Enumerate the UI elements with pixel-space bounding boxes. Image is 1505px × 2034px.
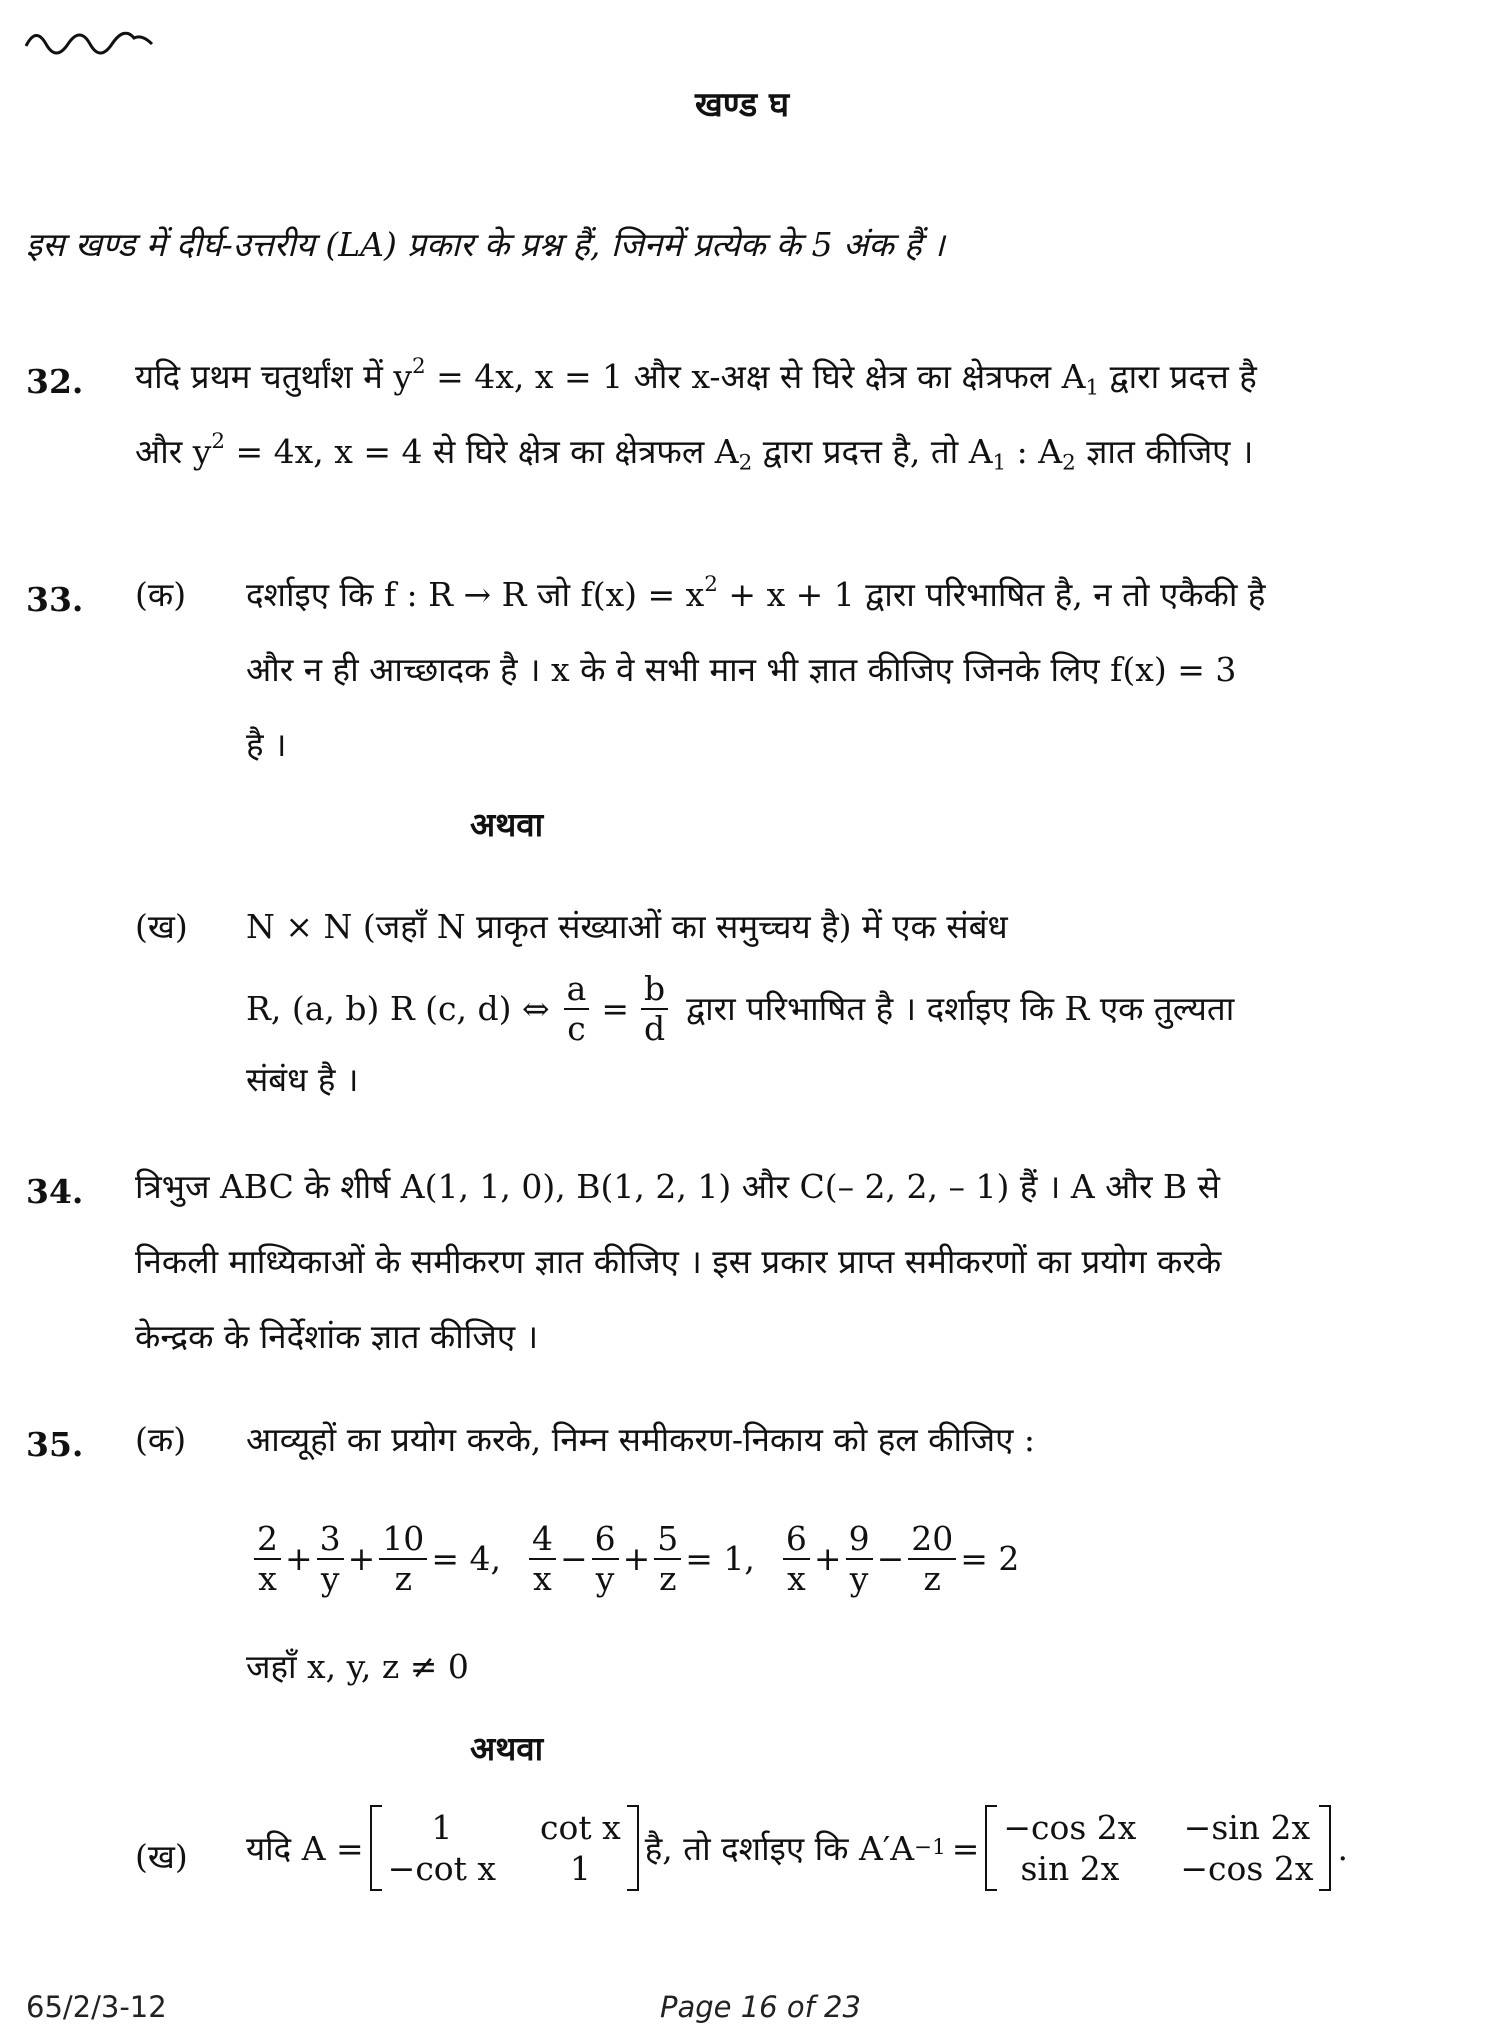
bracket-right bbox=[1319, 1805, 1331, 1891]
q32-text: और y bbox=[135, 432, 212, 471]
q35-part-b-label: (ख) bbox=[135, 1837, 188, 1876]
fraction bbox=[379, 1520, 427, 1598]
bracket-left bbox=[985, 1805, 997, 1891]
fraction bbox=[529, 1520, 556, 1598]
q33-or-label: अथवा bbox=[470, 805, 544, 844]
q32-line-1 bbox=[135, 354, 1257, 401]
fraction bbox=[254, 1520, 281, 1598]
q33-part-a-line-3: है । bbox=[246, 725, 287, 764]
q33-part-b-line-3: संबंध है । bbox=[246, 1060, 359, 1099]
matrix-cell: sin 2x bbox=[1020, 1849, 1120, 1888]
q33-part-a-label: (क) bbox=[135, 575, 187, 614]
q32-sub: 2 bbox=[738, 450, 753, 476]
matrix-cell: −cos 2x bbox=[1003, 1808, 1137, 1847]
numerator: 9 bbox=[846, 1520, 873, 1560]
q35-part-a-line-1: आव्यूहों का प्रयोग करके, निम्न समीकरण-निकाय को हल कीजिए : bbox=[246, 1420, 1035, 1459]
denominator: y bbox=[595, 1558, 615, 1598]
q32-text: ज्ञात कीजिए । bbox=[1075, 432, 1254, 471]
matrix-result-cells bbox=[997, 1805, 1319, 1891]
denominator: x bbox=[533, 1558, 552, 1598]
q32-text: द्वारा प्रदत्त है bbox=[1099, 357, 1257, 396]
page-number: Page 16 of 23 bbox=[660, 1990, 861, 2024]
fraction bbox=[317, 1520, 344, 1598]
matrix-a bbox=[370, 1805, 639, 1891]
question-number-34: 34. bbox=[26, 1172, 84, 1211]
numerator: 6 bbox=[783, 1520, 810, 1560]
question-number-32: 32. bbox=[26, 362, 84, 401]
operator: − bbox=[559, 1539, 588, 1579]
q33-text: द्वारा परिभाषित है । दर्शाइए कि R एक तुल्यता bbox=[686, 989, 1235, 1029]
operator: + bbox=[622, 1539, 651, 1579]
equation-rhs: = 1, bbox=[685, 1539, 755, 1579]
denominator: x bbox=[258, 1558, 277, 1598]
equation-rhs: = 2 bbox=[960, 1539, 1020, 1579]
q34-line-2: निकली माध्यिकाओं के समीकरण ज्ञात कीजिए । इस प्रकार प्राप्त समीकरणों का प्रयोग करके bbox=[135, 1242, 1222, 1281]
q32-text: द्वारा प्रदत्त है, तो A bbox=[752, 432, 993, 471]
q35-part-b-line: यदि A = 1 cot x −cot x 1 है, तो दर्शाइए कि A′A −1 = −cos 2x −sin 2x sin 2x −cos 2x . bbox=[246, 1805, 1348, 1891]
numerator: 4 bbox=[529, 1520, 556, 1560]
q33-sup: 2 bbox=[704, 572, 718, 597]
operator: + bbox=[813, 1539, 842, 1579]
numerator: 2 bbox=[254, 1520, 281, 1560]
q32-text: : A bbox=[1006, 432, 1063, 471]
equation-rhs: = 4, bbox=[431, 1539, 501, 1579]
q33-part-a-line-1 bbox=[246, 572, 1266, 614]
q32-text: यदि प्रथम चतुर्थांश में y bbox=[135, 357, 412, 396]
question-number-35: 35. bbox=[26, 1425, 84, 1464]
paper-code: 65/2/3-12 bbox=[26, 1990, 167, 2024]
q32-sub: 1 bbox=[1085, 375, 1100, 401]
q33-part-b-label: (ख) bbox=[135, 907, 188, 946]
q35-text: है, तो दर्शाइए कि A′A bbox=[644, 1828, 915, 1868]
fraction-a-over-c bbox=[564, 970, 590, 1048]
fraction-b-over-d bbox=[641, 970, 668, 1048]
fraction bbox=[783, 1520, 810, 1598]
q34-line-1: त्रिभुज ABC के शीर्ष A(1, 1, 0), B(1, 2, 1) और C(– 2, 2, – 1) हैं । A और B से bbox=[135, 1167, 1220, 1206]
question-number-33: 33. bbox=[26, 580, 84, 619]
bracket-right bbox=[627, 1805, 639, 1891]
q33-text: + x + 1 द्वारा परिभाषित है, न तो एकैकी है bbox=[717, 575, 1266, 614]
q35-part-a-label: (क) bbox=[135, 1420, 187, 1459]
q32-sup: 2 bbox=[411, 354, 426, 379]
wave-mark-icon bbox=[24, 18, 154, 62]
q33-text: R, (a, b) R (c, d) ⇔ bbox=[246, 989, 550, 1029]
q32-sub: 2 bbox=[1062, 450, 1076, 476]
equals-sign: = bbox=[951, 1828, 980, 1868]
q33-text: दर्शाइए कि f : R → R जो f(x) = x bbox=[246, 575, 705, 614]
denominator: c bbox=[567, 1008, 586, 1048]
q33-part-b-line-1: N × N (जहाँ N प्राकृत संख्याओं का समुच्चय है) में एक संबंध bbox=[246, 907, 1008, 946]
matrix-cell: 1 bbox=[569, 1849, 591, 1888]
denominator: z bbox=[659, 1558, 677, 1598]
matrix-cell: −cot x bbox=[387, 1849, 497, 1888]
q35-condition: जहाँ x, y, z ≠ 0 bbox=[246, 1647, 469, 1686]
q35-text: यदि A = bbox=[246, 1828, 364, 1868]
q32-sub: 1 bbox=[992, 450, 1007, 476]
equals-sign: = bbox=[601, 989, 629, 1029]
section-instruction: इस खण्ड में दीर्घ-उत्तरीय (LA) प्रकार के प्रश्न हैं, जिनमें प्रत्येक के 5 अंक हैं । bbox=[26, 225, 945, 264]
matrix-a-cells bbox=[382, 1805, 627, 1891]
numerator: 10 bbox=[379, 1520, 427, 1560]
fraction bbox=[846, 1520, 873, 1598]
matrix-cell: cot x bbox=[540, 1808, 621, 1847]
matrix-cell: −cos 2x bbox=[1180, 1849, 1314, 1888]
operator: − bbox=[876, 1539, 905, 1579]
denominator: z bbox=[923, 1558, 941, 1598]
numerator: 3 bbox=[317, 1520, 344, 1560]
operator: + bbox=[285, 1539, 313, 1579]
section-title: खण्ड घ bbox=[695, 85, 790, 125]
q32-text: = 4x, x = 4 से घिरे क्षेत्र का क्षेत्रफल A bbox=[225, 432, 739, 471]
fraction bbox=[908, 1520, 956, 1598]
q33-part-b-line-2 bbox=[246, 970, 1234, 1048]
denominator: y bbox=[849, 1558, 869, 1598]
q32-text: = 4x, x = 1 और x-अक्ष से घिरे क्षेत्र का क्षेत्रफल A bbox=[425, 357, 1086, 396]
q32-sup: 2 bbox=[211, 429, 226, 454]
numerator: 20 bbox=[908, 1520, 956, 1560]
fraction bbox=[654, 1520, 681, 1598]
q32-line-2 bbox=[135, 429, 1254, 476]
fraction bbox=[592, 1520, 619, 1598]
matrix-cell: −sin 2x bbox=[1183, 1808, 1311, 1847]
numerator: 5 bbox=[654, 1520, 681, 1560]
q35-text: . bbox=[1337, 1828, 1348, 1868]
denominator: x bbox=[787, 1558, 806, 1598]
numerator: 6 bbox=[592, 1520, 619, 1560]
denominator: d bbox=[644, 1008, 666, 1048]
q33-part-a-line-2: और न ही आच्छादक है । x के वे सभी मान भी ज्ञात कीजिए जिनके लिए f(x) = 3 bbox=[246, 650, 1237, 689]
numerator: a bbox=[564, 970, 590, 1010]
q35-or-label: अथवा bbox=[470, 1729, 544, 1768]
matrix-cell: 1 bbox=[431, 1808, 453, 1847]
matrix-result bbox=[985, 1805, 1331, 1891]
q35-equation-system bbox=[250, 1520, 1019, 1598]
q34-line-3: केन्द्रक के निर्देशांक ज्ञात कीजिए । bbox=[135, 1317, 539, 1356]
denominator: z bbox=[394, 1558, 412, 1598]
operator: + bbox=[347, 1539, 376, 1579]
bracket-left bbox=[370, 1805, 382, 1891]
denominator: y bbox=[320, 1558, 340, 1598]
numerator: b bbox=[641, 970, 668, 1010]
